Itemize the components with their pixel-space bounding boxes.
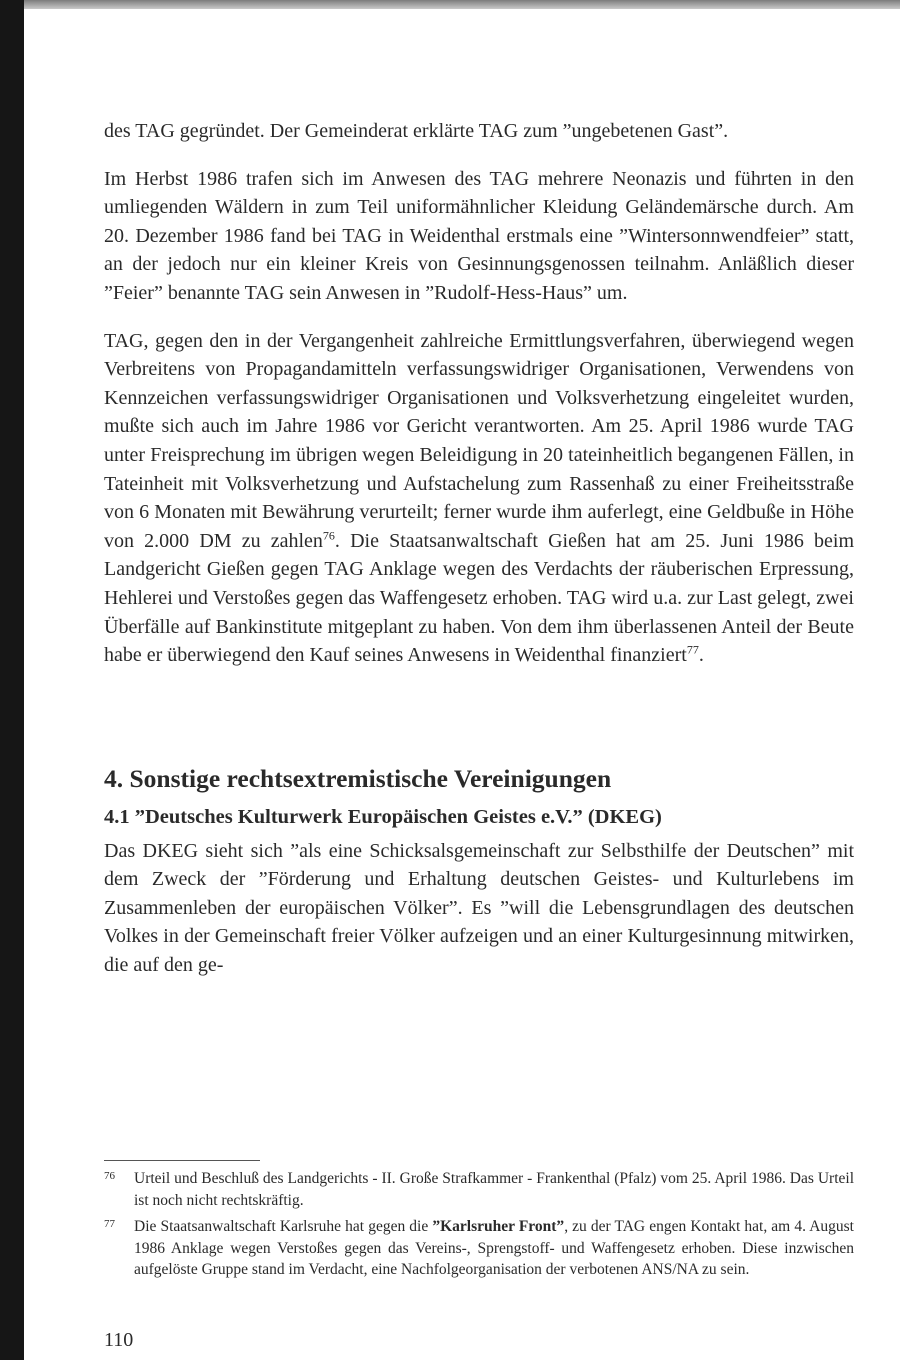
paragraph-2: Im Herbst 1986 trafen sich im Anwesen des TAG mehrere Neonazis und führten in den umliegenden Wäldern in zum Teil uniformähnlicher Kleidung Geländemärsche durch. Am 20. Dezember 1986 fand bei TAG in Weidenthal erstmals eine ”Wintersonnwendfeier” statt, an der jedoch nur ein kleiner Kreis von Gesinnungsgenossen teilnahm. Anläßlich dieser ”Feier” benannte TAG sein Anwesen in ”Rudolf-Hess-Haus” um. bbox=[104, 167, 854, 304]
footnote-number: 76 bbox=[104, 1170, 115, 1182]
footnote-number: 77 bbox=[104, 1218, 115, 1230]
footnote-text-a: Die Staatsanwaltschaft Karlsruhe hat gegen die bbox=[134, 1218, 433, 1235]
footnote-bold-name: ”Karlsruher Front” bbox=[432, 1218, 565, 1235]
subsection-heading: 4.1 ”Deutsches Kulturwerk Europäischen Geistes e.V.” (DKEG) bbox=[104, 805, 662, 828]
paragraph-1: des TAG gegründet. Der Gemeinderat erklärte TAG zum ”ungebetenen Gast”. bbox=[104, 120, 729, 142]
scan-top-edge bbox=[0, 0, 900, 9]
footnotes bbox=[104, 1168, 854, 1286]
scan-binding-edge bbox=[0, 0, 24, 1360]
page-number: 110 bbox=[104, 1329, 134, 1351]
paragraph-3-part-b: . Die Staatsanwaltschaft Gießen hat am 25. Juni 1986 beim Landgericht Gießen gegen TAG Anklage wegen des Verdachts der räuberischen Erpressung, Hehlerei und Verstoßes gegen das Waffengesetz erhoben. TAG wird u.a. zur Last gelegt, zwei Überfälle auf Bankinstitute mitgeplant zu haben. Von dem ihm überlassenen Anteil der Beute habe er überwiegend den Kauf seines Anwesens in Weidenthal finanziert bbox=[104, 529, 854, 667]
page-body bbox=[104, 117, 854, 999]
footnote-text-b: , zu der TAG engen Kontakt hat, am 4. August 1986 Anklage wegen Verstoßes gegen das Vereins-, Sprengstoff- und Waffengesetz erhoben. Diese inzwischen aufgelöste Gruppe stand im Verdacht, eine Nachfolgeorganisation der verbotenen ANS/NA zu sein. bbox=[134, 1218, 854, 1278]
footnote-divider bbox=[104, 1160, 260, 1161]
footnote-text: Urteil und Beschluß des Landgerichts - II. Große Strafkammer - Frankenthal (Pfalz) vom 25. April 1986. Das Urteil ist noch nicht rechtskräftig. bbox=[134, 1170, 854, 1209]
paragraph-3-part-c: . bbox=[698, 644, 704, 667]
footnote-77 bbox=[104, 1216, 854, 1281]
footnote-ref-76: 76 bbox=[322, 528, 335, 543]
paragraph-3 bbox=[104, 327, 854, 670]
section-heading: 4. Sonstige rechtsextremistische Vereinigungen bbox=[104, 763, 612, 793]
paragraph-3-part-a: TAG, gegen den in der Vergangenheit zahlreiche Ermittlungsverfahren, überwiegend wegen Verbreitens von Propagandamitteln verfassungswidriger Organisationen, Verwendens von Kennzeichen verfassungswidriger Organisationen und Volksverhetzung eingeleitet wurden, mußte sich auch im Jahre 1986 vor Gericht verantworten. Am 25. April 1986 wurde TAG unter Freisprechung im übrigen wegen Beleidigung in 20 tateinheitlich begangenen Fällen, in Tateinheit mit Volksverhetzung und Aufstachelung zum Rassenhaß zu einer Freiheitsstraße von 6 Monaten mit Bewährung verurteilt; ferner wurde ihm auferlegt, eine Geldbuße in Höhe von 2.000 DM zu zahlen bbox=[104, 329, 854, 552]
section-paragraph: Das DKEG sieht sich ”als eine Schicksalsgemeinschaft zur Selbsthilfe der Deutschen” mit dem Zweck der ”Förderung und Erhaltung deutschen Geistes- und Kulturlebens im Zusammenleben der europäischen Völker”. Es ”will die Lebensgrundlagen des deutschen Volkes in der Gemeinschaft freier Völker aufzeigen und an einer Kulturgesinnung mitwirken, die auf den ge- bbox=[104, 839, 854, 977]
footnote-76 bbox=[104, 1168, 854, 1211]
footnote-ref-77: 77 bbox=[686, 642, 699, 657]
